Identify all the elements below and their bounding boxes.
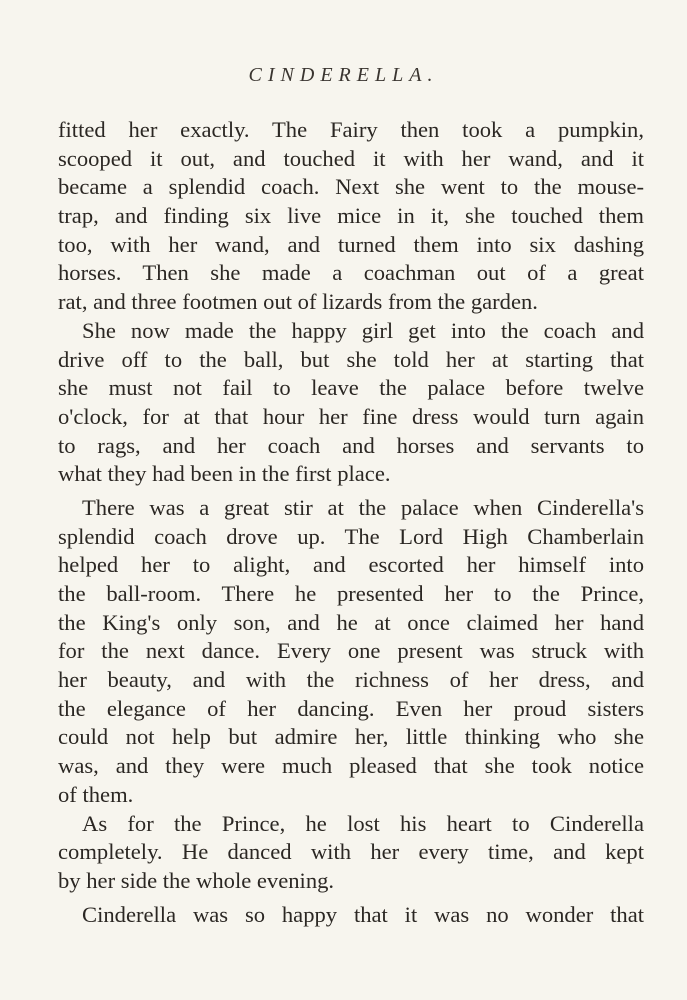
text-line: fitted her exactly. The Fairy then took a pumpkin, <box>58 117 644 142</box>
text-line: There was a great stir at the palace when Cinderella's <box>82 494 644 520</box>
text-line: by her side the whole evening. <box>58 867 335 893</box>
text-line: of them. <box>58 781 134 807</box>
text-line: As for the Prince, he lost his heart to Cinderella <box>82 810 644 836</box>
running-header: CINDERELLA. <box>248 64 439 86</box>
text-line: drive off to the ball, but she told her at starting that <box>58 346 644 372</box>
text-line: for the next dance. Every one present was struck with <box>58 638 644 664</box>
text-line: the elegance of her dancing. Even her proud sisters <box>58 695 644 721</box>
paragraph <box>58 317 644 489</box>
paragraph <box>58 901 644 930</box>
text-line: was, and they were much pleased that she took notice <box>58 753 644 779</box>
text-line: to rags, and her coach and horses and servants to <box>58 432 644 458</box>
text-line: o'clock, for at that hour her fine dress would turn again <box>58 403 644 429</box>
text-line: horses. Then she made a coachman out of a great <box>58 260 644 286</box>
text-line: Cinderella was so happy that it was no wonder that <box>82 901 644 927</box>
text-line: became a splendid coach. Next she went to the mouse- <box>58 174 644 200</box>
text-line: too, with her wand, and turned them into six dashing <box>58 231 644 257</box>
text-line: She now made the happy girl get into the coach and <box>82 317 644 343</box>
paragraph <box>58 810 644 896</box>
text-line: her beauty, and with the richness of her dress, and <box>58 667 644 693</box>
text-line: scooped it out, and touched it with her wand, and it <box>58 145 644 171</box>
paragraph <box>58 494 644 810</box>
paragraph <box>58 116 644 317</box>
text-line: the King's only son, and he at once claimed her hand <box>58 609 644 635</box>
text-line: the ball-room. There he presented her to the Prince, <box>58 581 644 606</box>
text-line: splendid coach drove up. The Lord High Chamberlain <box>58 523 644 549</box>
text-line: could not help but admire her, little thinking who she <box>58 724 644 750</box>
text-line: she must not fail to leave the palace before twelve <box>58 375 644 401</box>
body-text <box>58 116 644 929</box>
text-line: helped her to alight, and escorted her himself into <box>58 552 644 578</box>
text-line: completely. He danced with her every time, and kept <box>58 839 644 865</box>
text-line: what they had been in the first place. <box>58 461 391 487</box>
text-line: rat, and three footmen out of lizards from the garden. <box>58 289 538 315</box>
text-line: trap, and finding six live mice in it, she touched them <box>58 203 644 229</box>
